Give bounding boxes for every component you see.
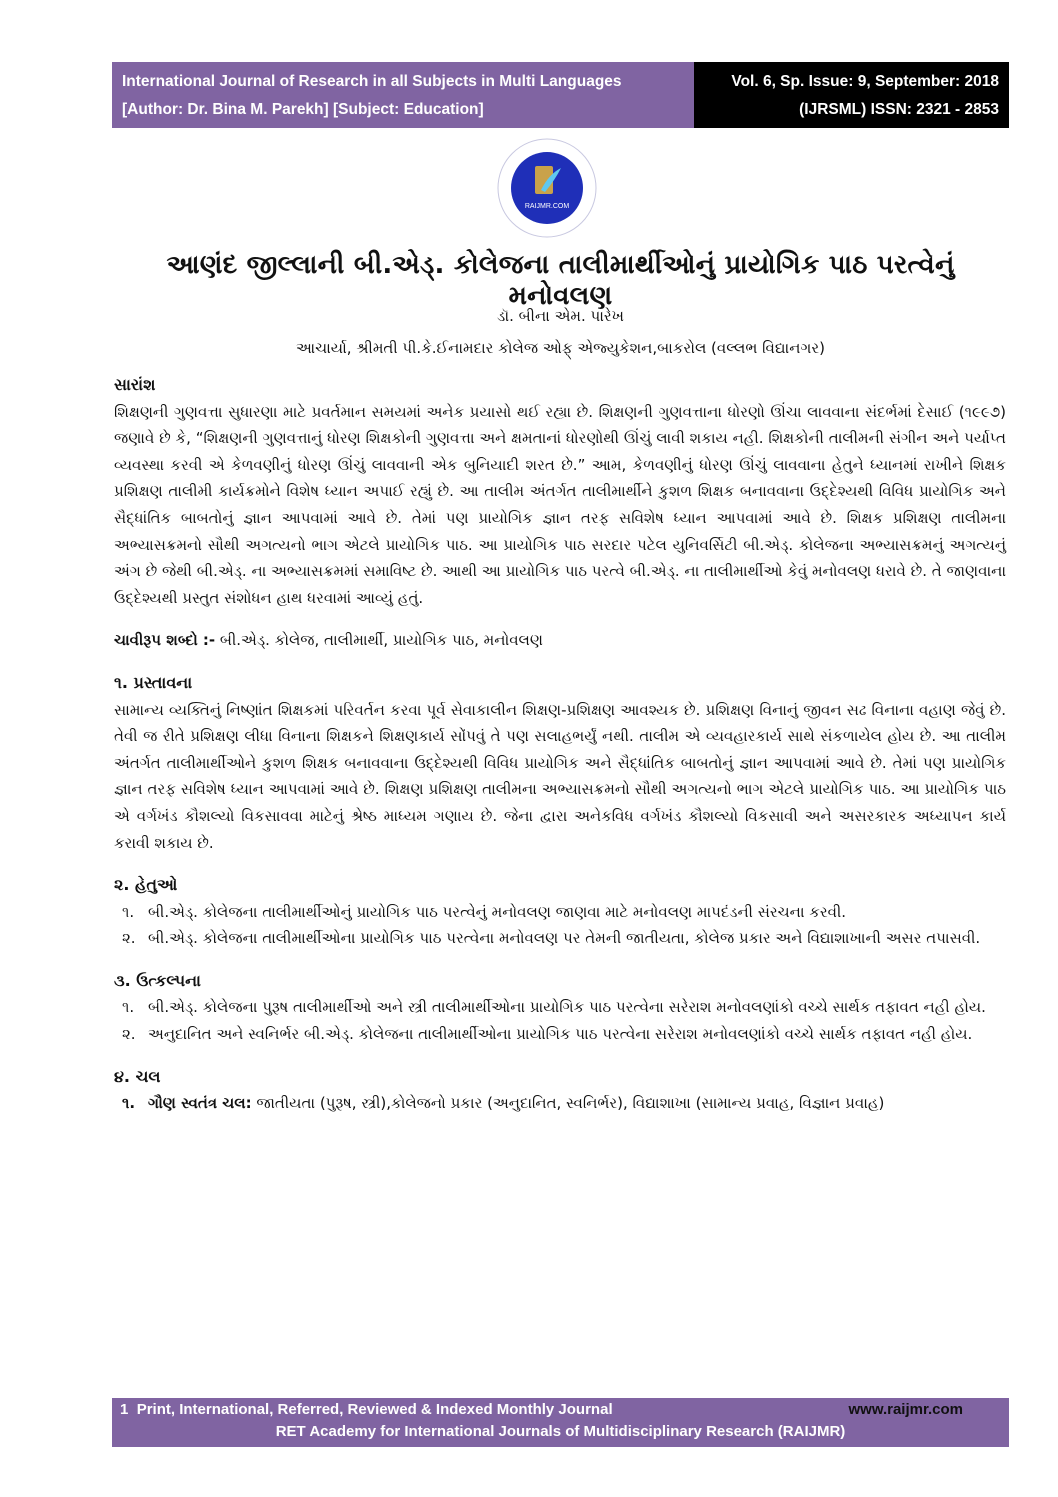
paper-author: ડૉ. બીના એમ. પારેખ bbox=[496, 307, 625, 325]
item-number: ૨. bbox=[122, 1025, 136, 1044]
item-text: બી.એડ્. કોલેજના તાલીમાર્થીઓના પ્રાયોગિક પાઠ પરત્વેના મનોવલણ પર તેમની જાતીયતા, કોલેજ પ્રકાર અને વિદ્યાશાખાની અસર તપાસવી. bbox=[148, 929, 981, 948]
list-item bbox=[114, 899, 1006, 926]
variables-heading: ૪. ચલ bbox=[114, 1066, 161, 1086]
item-text bbox=[148, 1090, 1006, 1117]
issn: (IJRSML) ISSN: 2321 - 2853 bbox=[799, 101, 999, 118]
page-number: 1 bbox=[120, 1401, 129, 1418]
footer-line1 bbox=[120, 1401, 613, 1418]
journal-name: International Journal of Research in all Subjects in Multi Languages bbox=[122, 73, 622, 90]
variable-text: જાતીયતા (પુરૂષ, સ્ત્રી),કોલેજનો પ્રકાર (અનુદાનિત, સ્વનિર્ભર), વિદ્યાશાખા (સામાન્ય પ્રવાહ, વિજ્ઞાન પ્રવાહ) bbox=[251, 1094, 885, 1113]
item-number: ૧. bbox=[122, 1094, 136, 1113]
paper-body bbox=[114, 372, 1006, 1117]
objectives-heading: ૨. હેતુઓ bbox=[114, 875, 178, 895]
item-number: ૧. bbox=[122, 902, 135, 921]
keywords bbox=[114, 627, 1006, 654]
item-number: ૨. bbox=[122, 929, 136, 948]
footer-line2: RET Academy for International Journals of Multidisciplinary Research (RAIJMR) bbox=[275, 1423, 846, 1440]
author-subject: [Author: Dr. Bina M. Parekh] [Subject: Education] bbox=[122, 101, 484, 118]
paper-title: આણંદ જીલ્લાની બી.એડ્. કોલેજના તાલીમાર્થીઓનું પ્રાયોગિક પાઠ પરત્વેનું મનોવલણ bbox=[166, 250, 955, 311]
intro-heading: ૧. પ્રસ્તાવના bbox=[114, 672, 193, 692]
list-item bbox=[114, 994, 1006, 1021]
item-text: અનુદાનિત અને સ્વનિર્ભર બી.એડ્. કોલેજના તાલીમાર્થીઓના પ્રાયોગિક પાઠ પરત્વેના સરેરાશ મનોવલણાંકો વચ્ચે સાર્થક તફાવત નહી હોય. bbox=[148, 1025, 973, 1044]
objectives-list bbox=[114, 899, 1006, 952]
author-affiliation: આચાર્યા, શ્રીમતી પી.કે.ઈનામદાર કોલેજ ઓફ્ એજ્યુકેશન,બાકરોલ (વલ્લભ વિદ્યાનગર) bbox=[296, 339, 825, 357]
item-text: બી.એડ્. કોલેજના પુરૂષ તાલીમાર્થીઓ અને સ્ત્રી તાલીમાર્થીઓના પ્રાયોગિક પાઠ પરત્વેના સરેરાશ મનોવલણાંકો વચ્ચે સાર્થક તફાવત નહી હોય. bbox=[148, 998, 986, 1017]
variable-label: ગૌણ સ્વતંત્ર ચલ: bbox=[148, 1094, 252, 1113]
abstract-heading: સારાંશ bbox=[114, 375, 156, 394]
journal-header bbox=[112, 62, 1009, 128]
list-item bbox=[114, 925, 1006, 952]
page-footer bbox=[112, 1398, 1009, 1447]
keywords-text: બી.એડ્. કોલેજ, તાલીમાર્થી, પ્રાયોગિક પાઠ, મનોવલણ bbox=[215, 631, 543, 650]
list-item bbox=[114, 1090, 1006, 1117]
hypotheses-list bbox=[114, 994, 1006, 1047]
logo-text: RAIJMR.COM bbox=[524, 203, 570, 210]
intro-text: સામાન્ય વ્યક્તિનું નિષ્ણાંત શિક્ષકમાં પરિવર્તન કરવા પૂર્વ સેવાકાલીન શિક્ષણ-પ્રશિક્ષણ આવશ્યક છે. પ્રશિક્ષણ વિનાનું જીવન સઢ વિનાના વહાણ જેવું છે. તેવી જ રીતે પ્રશિક્ષણ લીધા વિનાના શિક્ષકને શિક્ષણકાર્ય સોંપવું તે પણ સલાહભર્યું નથી. તાલીમ એ વ્યવહારકાર્ય સાથે સંકળાયેલ હોય છે. આ તાલીમ અંતર્ગત તાલીમાર્થીઓને કુશળ શિક્ષક બનાવવાના ઉદ્દેશ્યથી વિવિધ પ્રાયોગિક અને સૈદ્ધાંતિક બાબતોનું જ્ઞાન આપવામાં આવે છે. તેમાં પણ પ્રાયોગિક જ્ઞાન તરફ સવિશેષ ધ્યાન આપવામાં આવે છે. શિક્ષણ પ્રશિક્ષણ તાલીમના અભ્યાસક્રમનો સૌથી અગત્યનો ભાગ એટલે પ્રાયોગિક પાઠ. આ પ્રાયોગિક પાઠ એ વર્ગખંડ કૌશલ્યો વિકસાવવા માટેનું શ્રેષ્ઠ માધ્યમ ગણાય છે. જેના દ્વારા અનેકવિધ વર્ગખંડ કૌશલ્યો વિકસાવી અને અસરકારક અધ્યાપન કાર્ય કરાવી શકાય છે. bbox=[114, 700, 1006, 852]
abstract-text: શિક્ષણની ગુણવત્તા સુધારણા માટે પ્રવર્તમાન સમયમાં અનેક પ્રયાસો થઈ રહ્યા છે. શિક્ષણની ગુણવત્તાના ધોરણો ઊંચા લાવવાના સંદર્ભમાં દેસાઈ (૧૯૯૭) જણાવે છે કે, “શિક્ષણની ગુણવત્તાનું ધોરણ શિક્ષકોની ગુણવત્તા અને ક્ષમતાનાં ધોરણોથી ઊંચું લાવી શકાય નહી. શિક્ષકોની તાલીમની સંગીન અને પર્યાપ્ત વ્યવસ્થા કરવી એ કેળવણીનું ધોરણ ઊંચું લાવવાની એક બુનિયાદી શરત છે.” આમ, કેળવણીનું ધોરણ ઊંચું લાવવાના હેતુને ધ્યાનમાં રાખીને શિક્ષક પ્રશિક્ષણ તાલીમી કાર્યક્રમોને વિશેષ ધ્યાન અપાઈ રહ્યું છે. આ તાલીમ અંતર્ગત તાલીમાર્થીને કુશળ શિક્ષક બનાવવાના ઉદ્દેશ્યથી વિવિધ પ્રાયોગિક અને સૈદ્ધાંતિક બાબતોનું જ્ઞાન આપવામાં આવે છે. તેમાં પણ પ્રાયોગિક જ્ઞાન તરફ સવિશેષ ધ્યાન આપવામાં આવે છે. શિક્ષક પ્રશિક્ષણ તાલીમના અભ્યાસક્રમનો સૌથી અગત્યનો ભાગ એટલે પ્રાયોગિક પાઠ. આ પ્રાયોગિક પાઠ સરદાર પટેલ યુનિવર્સિટી બી.એડ્. કોલેજના અભ્યાસક્રમનું અગત્યનું અંગ છે જેથી બી.એડ્. ના અભ્યાસક્રમમાં સમાવિષ્ટ છે. આથી આ પ્રાયોગિક પાઠ પરત્વે બી.એડ્. ના તાલીમાર્થીઓ કેવું મનોવલણ ધરાવે છે. તે જાણવાના ઉદ્દેશ્યથી પ્રસ્તુત સંશોધન હાથ ધરવામાં આવ્યું હતું. bbox=[114, 402, 1006, 607]
footer-website[interactable]: www.raijmr.com bbox=[848, 1401, 963, 1418]
raijmr-logo bbox=[497, 138, 597, 238]
variables-list bbox=[114, 1090, 1006, 1117]
header-right-panel bbox=[694, 62, 1009, 128]
hypotheses-heading: ૩. ઉત્કલ્પના bbox=[114, 970, 201, 990]
list-item bbox=[114, 1021, 1006, 1048]
item-number: ૧. bbox=[122, 998, 135, 1017]
keywords-label: ચાવીરૂપ શબ્દો :- bbox=[114, 631, 216, 650]
footer-journal-desc: Print, International, Referred, Reviewed & Indexed Monthly Journal bbox=[136, 1401, 613, 1418]
item-text: બી.એડ્. કોલેજના તાલીમાર્થીઓનું પ્રાયોગિક પાઠ પરત્વેનું મનોવલણ જાણવા માટે મનોવલણ માપદંડની સંરચના કરવી. bbox=[148, 902, 847, 921]
header-left-panel bbox=[112, 62, 694, 128]
volume-issue: Vol. 6, Sp. Issue: 9, September: 2018 bbox=[731, 73, 999, 90]
